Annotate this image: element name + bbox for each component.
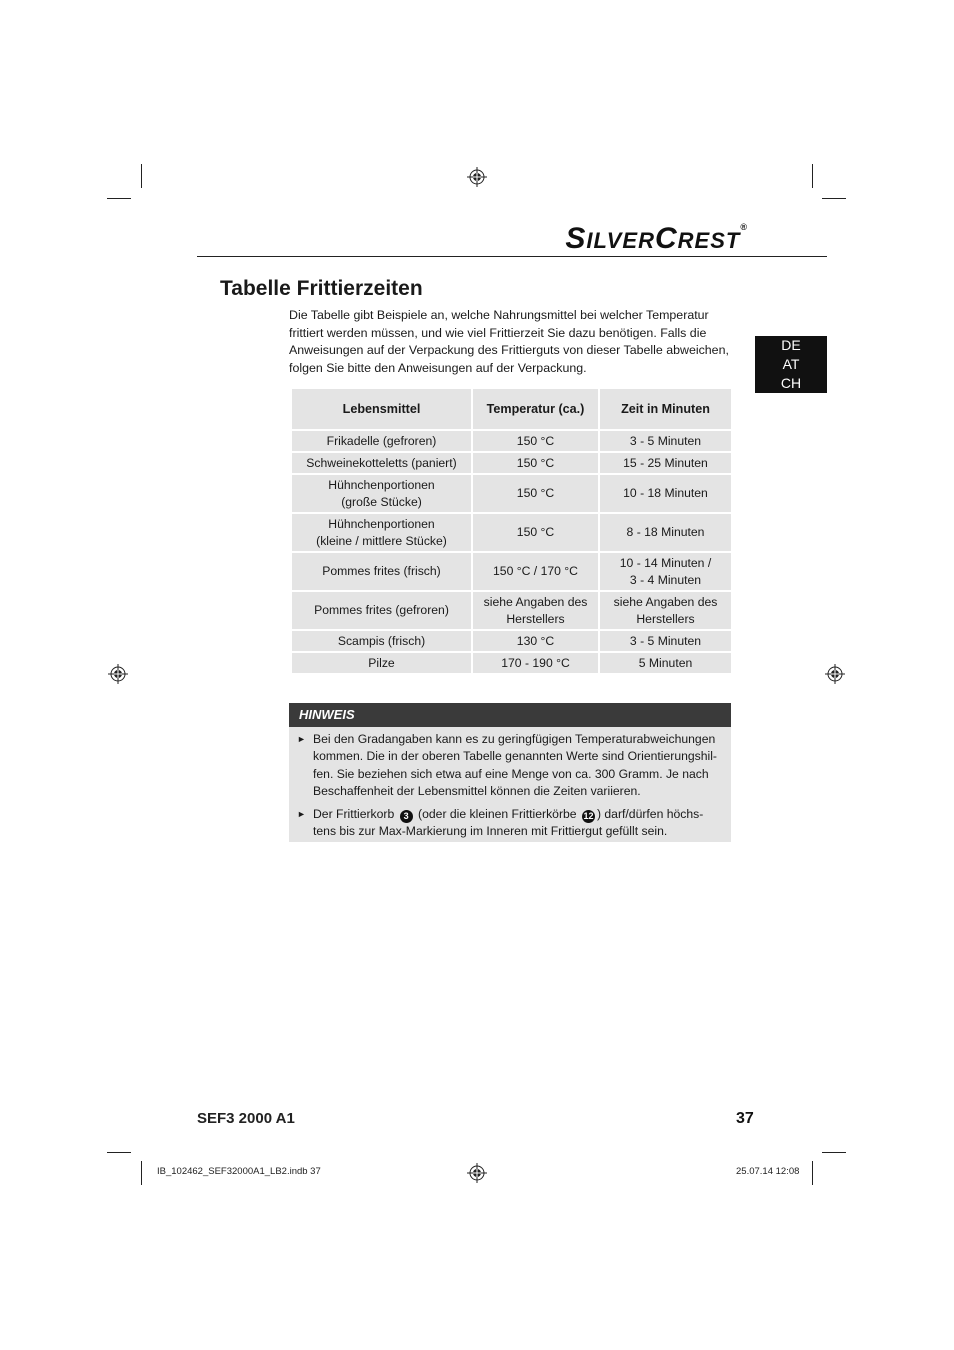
brand-letter: S: [565, 222, 587, 255]
cell-line: Hühnchenportionen: [328, 477, 435, 492]
crop-mark: [812, 164, 813, 188]
note-line: fen. Sie beziehen sich etwa auf eine Menge von ca. 300 Gramm. Je nach: [313, 766, 709, 781]
food-cell: [291, 430, 472, 452]
crop-mark: [822, 1152, 846, 1153]
time-cell: [599, 630, 732, 652]
crop-mark: [141, 164, 142, 188]
cell-line: 3 - 5 Minuten: [629, 633, 702, 648]
note-bullet-text: [313, 806, 723, 841]
cell-line: Pommes frites (gefroren): [314, 603, 449, 617]
table-row: [291, 552, 732, 591]
registration-mark-icon: [467, 1163, 487, 1183]
time-cell: [599, 430, 732, 452]
time-cell: [599, 474, 732, 513]
crop-mark: [141, 1161, 142, 1185]
crop-mark: [822, 198, 846, 199]
bullet-arrow-icon: ►: [297, 734, 306, 744]
food-cell: [291, 552, 472, 591]
table-row: [291, 652, 732, 674]
cell-line: (kleine / mittlere Stücke): [316, 533, 447, 548]
part-number-badge: 12: [583, 810, 594, 821]
table-row: [291, 513, 732, 552]
note-bullet: [297, 731, 723, 801]
food-cell: [291, 513, 472, 552]
language-code: CH: [780, 375, 802, 391]
temperature-cell: [472, 452, 599, 474]
cell-line: 3 - 4 Minuten: [629, 572, 702, 587]
cell-line: 3 - 5 Minuten: [629, 433, 702, 448]
cell-line: 150 °C / 170 °C: [493, 564, 578, 578]
brand-letter: C: [655, 222, 678, 255]
intro-line: Die Tabelle gibt Beispiele an, welche Nahrungsmittel bei welcher Temperatur: [289, 308, 709, 322]
header-rule: [197, 256, 827, 257]
food-cell: [291, 630, 472, 652]
time-cell: [599, 652, 732, 674]
cell-line: Pommes frites (frisch): [322, 564, 441, 578]
table-row: [291, 452, 732, 474]
cell-line: 10 - 18 Minuten: [623, 486, 708, 500]
cell-line: 8 - 18 Minuten: [626, 525, 705, 539]
cell-line: Herstellers: [636, 611, 695, 626]
note-line: tens bis zur Max-Markierung im Inneren mit Frittiergut gefüllt sein.: [313, 824, 668, 839]
note-line: [313, 806, 723, 823]
cell-line: (große Stücke): [341, 494, 422, 509]
time-cell: [599, 513, 732, 552]
temperature-cell: [472, 513, 599, 552]
print-slug-file: IB_102462_SEF32000A1_LB2.indb 37: [157, 1166, 321, 1177]
food-cell: [291, 452, 472, 474]
language-code: DE: [781, 337, 801, 353]
note-line: Beschaffenheit der Lebensmittel können die Zeiten variieren.: [313, 784, 641, 799]
time-cell: [599, 552, 732, 591]
bullet-arrow-icon: ►: [297, 808, 306, 819]
cell-line: Pilze: [368, 655, 395, 670]
cell-line: 150 °C: [516, 486, 555, 500]
page-number: 37: [736, 1110, 754, 1127]
registration-mark-icon: [825, 664, 845, 684]
time-cell: [599, 452, 732, 474]
note-body: [289, 727, 731, 842]
cell-line: siehe Angaben des: [483, 594, 588, 609]
cell-line: 10 - 14 Minuten /: [619, 555, 712, 570]
model-number: SEF3 2000 A1: [197, 1110, 295, 1127]
language-tab: [755, 336, 827, 393]
note-bullet-text: [313, 731, 723, 801]
column-header: Lebensmittel: [291, 388, 472, 430]
food-cell: [291, 591, 472, 630]
crop-mark: [812, 1161, 813, 1185]
cell-line: 150 °C: [516, 433, 555, 448]
note-bullet: [297, 806, 723, 841]
cell-line: 170 - 190 °C: [501, 655, 570, 670]
cell-line: 130 °C: [516, 633, 555, 648]
cell-line: Frikadelle (gefroren): [326, 433, 437, 448]
cell-line: 15 - 25 Minuten: [623, 455, 708, 470]
cell-line: 150 °C: [516, 455, 555, 470]
column-header: Temperatur (ca.): [472, 388, 599, 430]
registered-mark: ®: [740, 222, 748, 232]
note-text: ) darf/dürfen höchs-: [596, 806, 704, 821]
table-row: [291, 430, 732, 452]
intro-paragraph: [289, 307, 734, 377]
intro-line: folgen Sie bitte den Anweisungen auf der Verpackung.: [289, 360, 587, 375]
intro-line: Anweisungen auf der Verpackung des Frittierguts von dieser Tabelle abweichen,: [289, 343, 729, 357]
page-title: Tabelle Frittierzeiten: [220, 277, 423, 300]
brand-letters: ILVER: [586, 228, 655, 253]
table-header-row: [291, 388, 732, 430]
temperature-cell: [472, 552, 599, 591]
print-slug-date: 25.07.14 12:08: [736, 1166, 800, 1177]
cell-line: siehe Angaben des: [613, 594, 718, 609]
food-cell: [291, 474, 472, 513]
temperature-cell: [472, 474, 599, 513]
crop-mark: [107, 1152, 131, 1153]
cell-line: Herstellers: [506, 611, 565, 626]
registration-mark-icon: [108, 664, 128, 684]
cell-line: 150 °C: [516, 525, 555, 539]
language-code: AT: [782, 356, 800, 372]
food-cell: [291, 652, 472, 674]
intro-line: frittiert werden müssen, und wie viel Frittierzeit Sie dazu benötigen. Falls die: [289, 325, 707, 340]
time-cell: [599, 591, 732, 630]
cell-line: Scampis (frisch): [337, 633, 426, 648]
note-text: Der Frittierkorb: [313, 806, 395, 821]
table-row: [291, 591, 732, 630]
crop-mark: [107, 198, 131, 199]
table-row: [291, 630, 732, 652]
note-header: HINWEIS: [289, 703, 731, 727]
cell-line: 5 Minuten: [638, 655, 693, 670]
brand-logo: [565, 222, 748, 256]
brand-letters: REST: [677, 228, 741, 253]
frying-times-table: [290, 387, 733, 675]
part-number-badge: 3: [400, 810, 413, 823]
temperature-cell: [472, 430, 599, 452]
cell-line: Hühnchenportionen: [328, 516, 435, 531]
note-line: kommen. Die in der oberen Tabelle genannten Werte sind Orientierungshil-: [313, 749, 717, 764]
note-text: (oder die kleinen Frittierkörbe: [418, 806, 577, 821]
temperature-cell: [472, 591, 599, 630]
registration-mark-icon: [467, 167, 487, 187]
temperature-cell: [472, 630, 599, 652]
table-row: [291, 474, 732, 513]
column-header: Zeit in Minuten: [599, 388, 732, 430]
note-line: Bei den Gradangaben kann es zu geringfügigen Temperaturabweichungen: [313, 732, 716, 746]
temperature-cell: [472, 652, 599, 674]
cell-line: Schweinekotteletts (paniert): [306, 455, 457, 470]
